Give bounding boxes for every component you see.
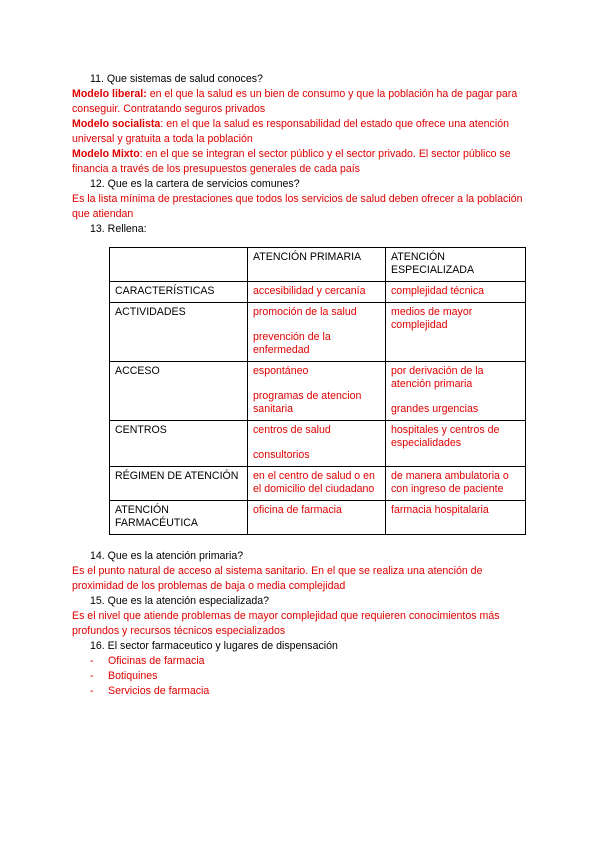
cell-especializada: por derivación de la atención primaria grandes urgencias (386, 362, 526, 421)
cell-primaria: accesibilidad y cercanía (248, 282, 386, 303)
cell-especializada: farmacia hospitalaria (386, 501, 526, 535)
answer-11-socialista (72, 117, 532, 147)
table-header-row (110, 248, 526, 282)
term-liberal: Modelo liberal: (72, 88, 147, 100)
answer-12: Es la lista mínima de prestaciones que todos los servicios de salud deben ofrecer a la población que atiendan (72, 193, 523, 220)
term-socialista: Modelo socialista (72, 118, 161, 130)
question-13: 13. Rellena: (90, 223, 147, 235)
list-item: - Oficinas de farmacia (72, 654, 532, 669)
table-row (110, 362, 526, 421)
cell-primaria: oficina de farmacia (248, 501, 386, 535)
answer-15: Es el nivel que atiende problemas de mayor complejidad que requieren conocimientos más profundos y recursos técnicos especializados (72, 610, 500, 637)
table-row (110, 282, 526, 303)
cell-especializada: hospitales y centros de especialidades (386, 421, 526, 467)
text-socialista: : en el que la salud es responsabilidad del estado que ofrece una atención universal y gratuita a toda la población (72, 118, 509, 145)
cell-primaria: espontáneo programas de atencion sanitaria (248, 362, 386, 421)
table-header-especializada: ATENCIÓN ESPECIALIZADA (386, 248, 526, 282)
question-11: 11. Que sistemas de salud conoces? (90, 73, 263, 85)
cell-primaria: centros de salud consultorios (248, 421, 386, 467)
table-row (110, 467, 526, 501)
cell-especializada: medios de mayor complejidad (386, 303, 526, 362)
row-label: ATENCIÓN FARMACÉUTICA (110, 501, 248, 535)
question-16: 16. El sector farmaceutico y lugares de dispensación (90, 640, 338, 652)
row-label: CENTROS (110, 421, 248, 467)
answer-14: Es el punto natural de acceso al sistema sanitario. En el que se realiza una atención de proximidad de los problemas de baja o media complejidad (72, 565, 483, 592)
table-row (110, 421, 526, 467)
cell-primaria: promoción de la salud prevención de la enfermedad (248, 303, 386, 362)
cell-especializada: complejidad técnica (386, 282, 526, 303)
cell-primaria: en el centro de salud o en el domicilio del ciudadano (248, 467, 386, 501)
question-12: 12. Que es la cartera de servicios comunes? (90, 178, 300, 190)
row-label: RÉGIMEN DE ATENCIÓN (110, 467, 248, 501)
row-label: ACCESO (110, 362, 248, 421)
term-mixto: Modelo Mixto (72, 148, 140, 160)
row-label: ACTIVIDADES (110, 303, 248, 362)
table-header-empty (110, 248, 248, 282)
comparison-table (109, 247, 526, 535)
list-item: - Servicios de farmacia (72, 684, 532, 699)
table-row (110, 303, 526, 362)
answer-11-mixto (72, 147, 532, 177)
table-header-primaria: ATENCIÓN PRIMARIA (248, 248, 386, 282)
text-mixto: : en el que se integran el sector público y el sector privado. El sector público se financia a través de los presupuestos generales de cada país (72, 148, 511, 175)
answer-11-liberal (72, 87, 532, 117)
table-row (110, 501, 526, 535)
cell-especializada: de manera ambulatoria o con ingreso de paciente (386, 467, 526, 501)
document-page (72, 72, 532, 699)
row-label: CARACTERÍSTICAS (110, 282, 248, 303)
text-liberal: en el que la salud es un bien de consumo y que la población ha de pagar para conseguir. Contratando seguros privados (72, 88, 518, 115)
question-15: 15. Que es la atención especializada? (90, 595, 270, 607)
dispensation-list (72, 654, 532, 699)
question-14: 14. Que es la atención primaria? (90, 550, 244, 562)
list-item: - Botiquines (72, 669, 532, 684)
